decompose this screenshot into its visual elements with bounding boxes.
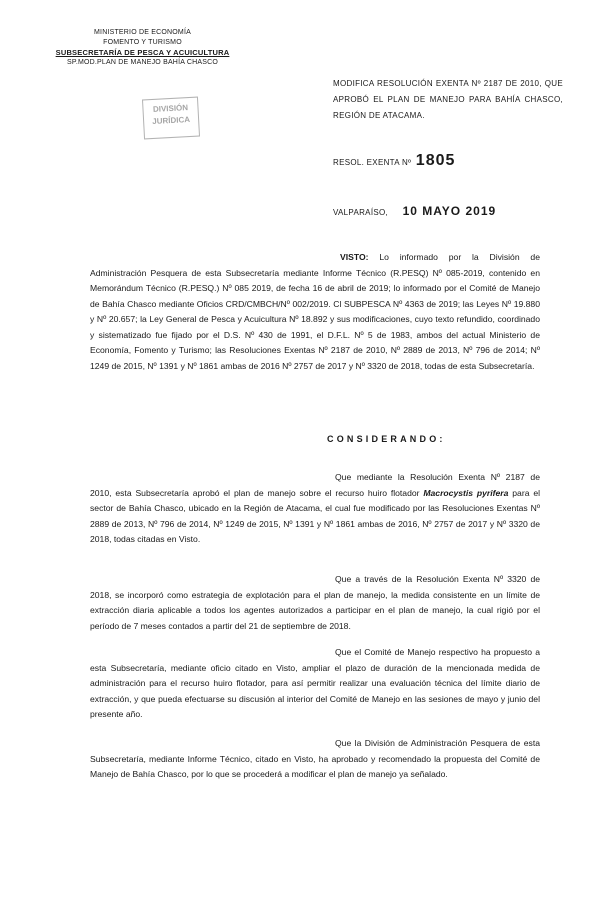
considerando-paragraph-3 xyxy=(90,645,540,723)
visto-label: VISTO: xyxy=(340,252,369,262)
undersecretariat-name: SUBSECRETARÍA DE PESCA Y ACUICULTURA xyxy=(55,48,230,57)
resolution-line xyxy=(333,152,455,170)
paragraph-2-text: 2018, se incorporó como estrategia de explotación para el plan de manejo, la medida consistente en un límite de extracción diaria aplicable a todos los agentes autorizados a participar en el plan de manejo, la cual rigió por el período de 7 meses contados a partir del 21 de septiembre de 2018. xyxy=(90,589,540,631)
place: VALPARAÍSO, xyxy=(333,208,389,217)
paragraph-3-lead: Que el Comité de Manejo respectivo ha xyxy=(335,647,491,657)
considerando-paragraph-2 xyxy=(90,572,540,634)
visto-text: Lo informado por la División de Administración Pesquera de esta Subsecretaría mediante Informe Técnico (R.PESQ) Nº 085-2019, contenido en Memorándum Técnico (R.PESQ.) Nº 085 2019, de fecha 16 de abril de 2019; lo informado por el Comité de Manejo de Bahía Chasco mediante Oficios CRD/CMBCH/Nº 002/2019. Cl SUBPESCA Nº 4363 de 2019; las Leyes Nº 19.880 y Nº 20.657; la Ley General de Pesca y Acuicultura Nº 18.892 y sus modificaciones, cuyo texto refundido, coordinado y sistematizado fue fijado por el D.S. Nº 430 de 1991, el D.F.L. Nº 5 de 1983, ambos del actual Ministerio de Economía, Fomento y Turismo; las Resoluciones Exentas Nº 2187 de 2010, Nº 2889 de 2013, Nº 796 de 2014; Nº 1249 de 2015, Nº 1391 y Nº 1861 ambas de 2016 Nº 2757 de 2017 y Nº 3320 de 2018, todas de esta Subsecretaría. xyxy=(90,252,540,371)
considerando-paragraph-1 xyxy=(90,470,540,548)
paragraph-1-lead: Que mediante la Resolución Exenta Nº 2187 de xyxy=(335,472,540,482)
stamp-line-2: JURÍDICA xyxy=(152,115,191,126)
considerando-heading: CONSIDERANDO: xyxy=(327,434,446,444)
paragraph-4-text: esta Subsecretaría, mediante Informe Técnico, citado en Visto, ha aprobado y recomendado la propuesta del Comité de Manejo de Bahía Chasco, por lo que se procederá a modificar el plan de manejo ya señalado. xyxy=(90,738,540,779)
place-date-line xyxy=(333,204,496,218)
legal-division-stamp xyxy=(142,97,200,140)
stamp-line-1: DIVISIÓN xyxy=(152,103,189,114)
document-reference: SP.MOD.PLAN DE MANEJO BAHÍA CHASCO xyxy=(67,59,218,66)
ministry-subtitle: FOMENTO Y TURISMO xyxy=(103,39,182,46)
date-stamp: 10 MAYO 2019 xyxy=(402,204,497,218)
document-title: MODIFICA RESOLUCIÓN EXENTA Nº 2187 DE 2010, QUE APROBÓ EL PLAN DE MANEJO PARA BAHÍA CHASCO, REGIÓN DE ATACAMA. xyxy=(333,79,563,120)
paragraph-1-text-b: para el sector de Bahía Chasco, ubicado en la Región de Atacama, el cual fue modificado por las Resoluciones Exentas Nº 2889 de 2013, Nº 796 de 2014, Nº 1249 de 2015, Nº 1391 y Nº 1861 ambas de 2016, Nº 2757 de 2017 y Nº 3320 de 2018, todas citadas en Visto. xyxy=(90,487,541,544)
paragraph-4-lead: Que la División de Administración Pesquera de xyxy=(335,738,521,748)
visto-section xyxy=(90,250,540,374)
letterhead xyxy=(40,28,245,68)
paragraph-2-lead: Que a través de la Resolución Exenta Nº 3320 de xyxy=(335,574,540,584)
paragraph-3-text: propuesto a esta Subsecretaría, mediante oficio citado en Visto, ampliar el plazo de duración de la mencionada medida de administración para el recurso huiro flotador, para así permitir realizar una evaluación técnica del límite diario de extracción, y que pueda efectuarse su discusión al interior del Comité de Manejo en las sesiones de mayo y junio del presente año. xyxy=(90,647,541,719)
species-name: Macrocystis pyrifera xyxy=(423,487,509,498)
resolution-number: 1805 xyxy=(415,152,456,169)
considerando-paragraph-4 xyxy=(90,736,540,783)
ministry-name: MINISTERIO DE ECONOMÍA xyxy=(94,29,191,36)
paragraph-1-text-a: 2010, esta Subsecretaría aprobó el plan de manejo sobre el recurso huiro flotador xyxy=(90,487,420,498)
resolution-label: RESOL. EXENTA Nº xyxy=(333,158,412,167)
